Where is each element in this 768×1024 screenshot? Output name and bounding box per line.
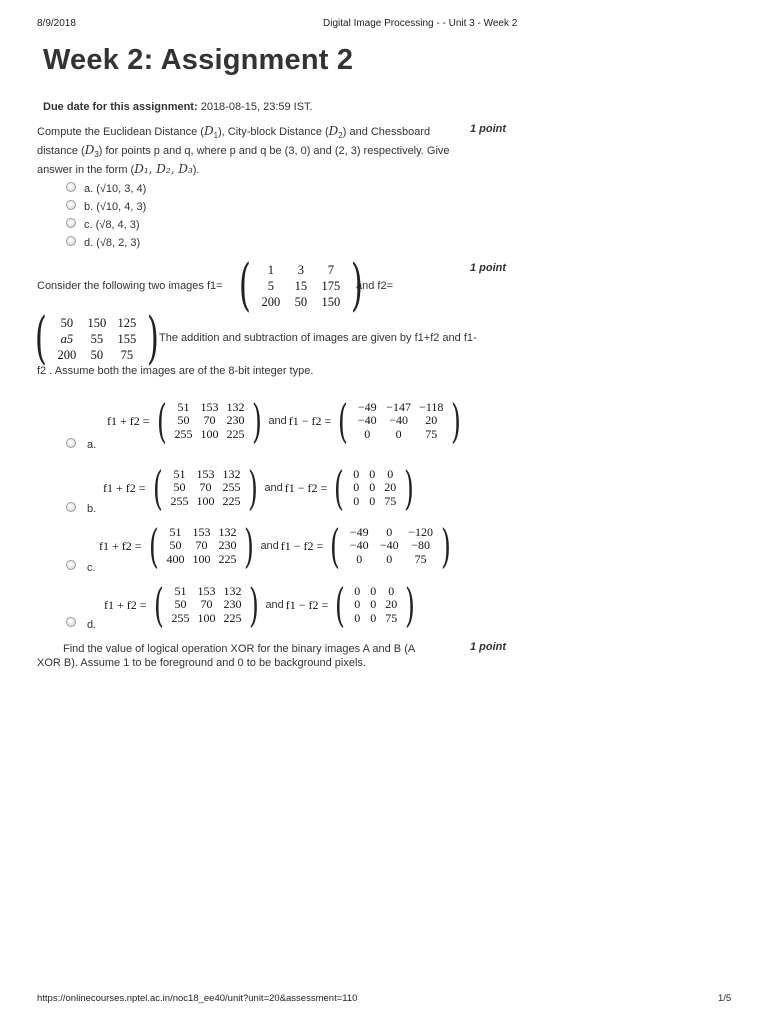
matrix-table bbox=[349, 585, 401, 626]
matrix-cell: 50 bbox=[173, 480, 186, 495]
option-label: c. bbox=[87, 562, 96, 574]
due-value: 2018-08-15, 23:59 IST. bbox=[200, 101, 313, 113]
q1-d1: D bbox=[203, 124, 214, 138]
sum-matrix bbox=[150, 578, 264, 632]
q1-text-part: ), City-block Distance ( bbox=[218, 126, 329, 138]
question-1-text bbox=[37, 124, 477, 177]
matrix-cell: 75 bbox=[385, 610, 398, 625]
due-date bbox=[43, 100, 313, 114]
matrix-cell: 0 bbox=[386, 524, 393, 539]
matrix-cell: 0 bbox=[364, 426, 371, 441]
matrix-cell: 153 bbox=[200, 399, 219, 414]
matrix-row bbox=[344, 539, 437, 553]
matrix-left-paren: ( bbox=[148, 519, 159, 573]
matrix-row bbox=[167, 612, 245, 626]
q2-option-d-equation bbox=[104, 578, 419, 632]
sum-label: f1 + f2 = bbox=[99, 538, 145, 553]
radio-button[interactable] bbox=[66, 236, 76, 246]
q3-line1: Find the value of logical operation XOR for the binary images A and B (A bbox=[63, 643, 416, 655]
matrix-f2 bbox=[30, 306, 164, 371]
matrix-cell: −118 bbox=[419, 399, 444, 414]
matrix-cell: 132 bbox=[223, 583, 242, 598]
matrix-cell: 50 bbox=[169, 538, 182, 553]
diff-matrix bbox=[326, 519, 455, 573]
matrix-cell: 51 bbox=[173, 466, 186, 481]
matrix-cell: 200 bbox=[261, 295, 281, 309]
matrix-row bbox=[344, 553, 437, 567]
matrix-row bbox=[352, 428, 447, 442]
q1-text-part: ) and Chessboard bbox=[342, 126, 431, 138]
matrix-right-paren: ) bbox=[244, 519, 255, 573]
matrix-cell: 70 bbox=[200, 597, 213, 612]
option-label: b. bbox=[87, 503, 97, 515]
matrix-cell: 0 bbox=[353, 466, 360, 481]
matrix-table bbox=[166, 468, 244, 509]
matrix-row bbox=[162, 526, 240, 540]
matrix-cell: 0 bbox=[370, 583, 377, 598]
matrix-cell: 255 bbox=[171, 610, 190, 625]
matrix-cell: 150 bbox=[321, 295, 341, 309]
page-title: Week 2: Assignment 2 bbox=[43, 44, 354, 76]
question-1 bbox=[37, 124, 477, 177]
matrix-cell: 255 bbox=[222, 480, 241, 495]
matrix-cell: 75 bbox=[384, 493, 397, 508]
matrix-right-paren: ) bbox=[248, 461, 259, 515]
matrix-row bbox=[166, 468, 244, 482]
matrix-cell: 100 bbox=[197, 610, 216, 625]
q1-text-part: ). bbox=[192, 164, 200, 177]
matrix-cell: 225 bbox=[223, 610, 242, 625]
matrix-left-paren: ( bbox=[334, 461, 345, 515]
q1-d3-sub: 3 bbox=[94, 150, 99, 160]
matrix-cell: 51 bbox=[169, 524, 182, 539]
q2-text-after: The addition and subtraction of images are given by f1+f2 and f1- bbox=[159, 332, 477, 344]
matrix-cell: 225 bbox=[222, 493, 241, 508]
matrix-right-paren: ) bbox=[350, 253, 363, 318]
matrix-cell: 200 bbox=[57, 348, 77, 362]
matrix-table bbox=[170, 401, 248, 442]
matrix-cell: 70 bbox=[195, 538, 208, 553]
matrix-cell: 7 bbox=[327, 263, 334, 277]
matrix-row bbox=[348, 481, 400, 495]
q2-points: 1 point bbox=[470, 262, 507, 274]
matrix-cell: −120 bbox=[408, 524, 434, 539]
radio-button[interactable] bbox=[66, 617, 76, 627]
matrix-row bbox=[162, 553, 240, 567]
matrix-cell: 20 bbox=[385, 597, 398, 612]
option-label: d. bbox=[87, 619, 97, 631]
matrix-row bbox=[170, 428, 248, 442]
matrix-row bbox=[52, 347, 142, 363]
diff-label: f1 − f2 = bbox=[285, 597, 332, 612]
matrix-row bbox=[344, 526, 437, 540]
matrix-row bbox=[349, 598, 401, 612]
matrix-cell: 50 bbox=[294, 295, 308, 309]
matrix-row bbox=[349, 585, 401, 599]
and-text: and bbox=[260, 540, 279, 552]
matrix-right-paren: ) bbox=[405, 578, 416, 632]
matrix-row bbox=[352, 401, 447, 415]
matrix-cell: 100 bbox=[196, 493, 215, 508]
matrix-cell: 0 bbox=[353, 480, 360, 495]
q2-text-line2: f2 . Assume both the images are of the 8-bit integer type. bbox=[37, 365, 314, 377]
print-title: Digital Image Processing - - Unit 3 - Week 2 bbox=[323, 18, 518, 29]
matrix-cell: −40 bbox=[379, 538, 399, 553]
matrix-cell: 51 bbox=[177, 399, 190, 414]
q1-d3: D bbox=[84, 143, 95, 158]
matrix-row bbox=[348, 468, 400, 482]
matrix-cell: 100 bbox=[192, 551, 211, 566]
matrix-cell: 230 bbox=[223, 597, 242, 612]
matrix-row bbox=[352, 414, 447, 428]
matrix-left-paren: ( bbox=[238, 253, 251, 318]
matrix-cell: −49 bbox=[357, 399, 377, 414]
matrix-cell: 0 bbox=[369, 493, 376, 508]
matrix-cell: 75 bbox=[425, 426, 438, 441]
matrix-cell: 255 bbox=[170, 493, 189, 508]
matrix-right-paren: ) bbox=[252, 394, 263, 448]
q2-option-b-equation bbox=[103, 461, 418, 515]
sum-label: f1 + f2 = bbox=[107, 413, 153, 428]
matrix-right-paren: ) bbox=[441, 519, 451, 573]
matrix-cell: 0 bbox=[395, 426, 402, 441]
q1-text-part: Compute the Euclidean Distance ( bbox=[37, 126, 204, 138]
matrix-cell: 0 bbox=[369, 466, 376, 481]
matrix-table bbox=[256, 262, 346, 310]
matrix-row bbox=[167, 598, 245, 612]
matrix-cell: 255 bbox=[174, 426, 193, 441]
q2-intro: Consider the following two images f1= bbox=[37, 280, 223, 292]
matrix-table bbox=[344, 526, 437, 567]
radio-button[interactable] bbox=[66, 182, 76, 192]
q1-d1-sub: 1 bbox=[213, 131, 219, 141]
matrix-cell: 20 bbox=[425, 413, 438, 428]
matrix-cell: 70 bbox=[199, 480, 212, 495]
and-text: and bbox=[264, 482, 283, 494]
matrix-cell: 153 bbox=[196, 466, 215, 481]
sum-matrix bbox=[149, 461, 263, 515]
matrix-cell: 132 bbox=[222, 466, 241, 481]
matrix-row bbox=[166, 481, 244, 495]
radio-button[interactable] bbox=[66, 200, 76, 210]
option-label: d. (√8, 2, 3) bbox=[84, 237, 141, 249]
q1-text-part: distance ( bbox=[37, 145, 85, 158]
matrix-cell: 225 bbox=[226, 426, 245, 441]
matrix-row bbox=[349, 612, 401, 626]
matrix-cell: 0 bbox=[354, 583, 361, 598]
matrix-cell: 75 bbox=[120, 348, 134, 362]
matrix-row bbox=[52, 331, 142, 347]
matrix-cell: 132 bbox=[226, 399, 245, 414]
q1-d2-sub: 2 bbox=[338, 131, 343, 141]
sum-matrix bbox=[145, 519, 259, 573]
matrix-cell: 230 bbox=[226, 413, 245, 428]
sum-matrix bbox=[153, 394, 267, 448]
diff-matrix bbox=[334, 394, 465, 448]
matrix-cell: 155 bbox=[117, 332, 137, 346]
matrix-cell: 0 bbox=[356, 551, 363, 566]
radio-button[interactable] bbox=[66, 218, 76, 228]
matrix-cell: 225 bbox=[218, 551, 237, 566]
radio-button[interactable] bbox=[66, 560, 76, 570]
matrix-row bbox=[256, 262, 346, 278]
matrix-table bbox=[352, 401, 447, 442]
matrix-cell: 400 bbox=[166, 551, 185, 566]
matrix-cell: −40 bbox=[357, 413, 377, 428]
matrix-left-paren: ( bbox=[330, 519, 341, 573]
matrix-right-paren: ) bbox=[451, 394, 462, 448]
matrix-row bbox=[52, 315, 142, 331]
matrix-cell: 20 bbox=[384, 480, 397, 495]
matrix-cell: 5 bbox=[267, 279, 274, 293]
matrix-cell: 0 bbox=[386, 551, 393, 566]
diff-label: f1 − f2 = bbox=[280, 538, 327, 553]
matrix-cell: 0 bbox=[388, 583, 395, 598]
matrix-cell: 50 bbox=[60, 316, 74, 330]
matrix-cell: 51 bbox=[174, 583, 187, 598]
matrix-cell: 0 bbox=[370, 597, 377, 612]
matrix-right-paren: ) bbox=[404, 461, 415, 515]
matrix-row bbox=[170, 401, 248, 415]
q2-and-f2: and f2= bbox=[356, 280, 394, 292]
matrix-left-paren: ( bbox=[34, 306, 47, 371]
matrix-cell: 70 bbox=[203, 413, 216, 428]
matrix-cell: 125 bbox=[117, 316, 137, 330]
matrix-left-paren: ( bbox=[152, 461, 163, 515]
q3-points: 1 point bbox=[470, 641, 507, 653]
matrix-cell: 150 bbox=[87, 316, 107, 330]
matrix-cell: 0 bbox=[353, 493, 360, 508]
question-3-text bbox=[37, 642, 467, 670]
matrix-cell: 50 bbox=[177, 413, 190, 428]
matrix-cell: 132 bbox=[218, 524, 237, 539]
matrix-left-paren: ( bbox=[156, 394, 167, 448]
matrix-cell: 1 bbox=[267, 263, 274, 277]
print-date: 8/9/2018 bbox=[37, 18, 76, 29]
diff-label: f1 − f2 = bbox=[284, 480, 331, 495]
radio-button[interactable] bbox=[66, 502, 76, 512]
matrix-left-paren: ( bbox=[153, 578, 164, 632]
sum-label: f1 + f2 = bbox=[103, 480, 149, 495]
matrix-table bbox=[162, 526, 240, 567]
matrix-cell: 50 bbox=[174, 597, 187, 612]
q1-points: 1 point bbox=[470, 123, 507, 135]
matrix-cell: 15 bbox=[294, 279, 308, 293]
matrix-row bbox=[256, 278, 346, 294]
matrix-cell: 153 bbox=[197, 583, 216, 598]
radio-button[interactable] bbox=[66, 438, 76, 448]
q3-line2: XOR B). Assume 1 to be foreground and 0 to be background pixels. bbox=[37, 657, 366, 669]
matrix-row bbox=[170, 414, 248, 428]
and-text: and bbox=[265, 599, 284, 611]
option-label: a. (√10, 3, 4) bbox=[84, 183, 147, 195]
matrix-cell: 0 bbox=[354, 597, 361, 612]
matrix-cell: 0 bbox=[370, 610, 377, 625]
and-text: and bbox=[268, 415, 287, 427]
matrix-f1 bbox=[234, 253, 368, 318]
matrix-cell: 0 bbox=[369, 480, 376, 495]
q1-text-part: ) for points p and q, where p and q be (3, 0) and (2, 3) respectively. Give bbox=[98, 145, 450, 158]
matrix-cell: −147 bbox=[386, 399, 412, 414]
matrix-right-paren: ) bbox=[249, 578, 260, 632]
matrix-row bbox=[256, 294, 346, 310]
option-label: b. (√10, 4, 3) bbox=[84, 201, 147, 213]
matrix-row bbox=[166, 495, 244, 509]
matrix-row bbox=[167, 585, 245, 599]
matrix-cell: 0 bbox=[387, 466, 394, 481]
matrix-cell: 3 bbox=[297, 263, 304, 277]
matrix-cell: −40 bbox=[389, 413, 409, 428]
due-label: Due date for this assignment: bbox=[43, 101, 198, 113]
print-url: https://onlinecourses.nptel.ac.in/noc18_ee40/unit?unit=20&assessment=110 bbox=[37, 993, 358, 1004]
q1-tuple: D₁, D₂, D₃ bbox=[134, 162, 193, 177]
matrix-cell: 55 bbox=[90, 332, 104, 346]
q2-option-a-equation bbox=[107, 394, 465, 448]
matrix-cell: −80 bbox=[411, 538, 431, 553]
q1-text-part: answer in the form ( bbox=[37, 164, 135, 177]
sum-label: f1 + f2 = bbox=[104, 597, 150, 612]
matrix-table bbox=[348, 468, 400, 509]
matrix-left-paren: ( bbox=[338, 394, 349, 448]
diff-matrix bbox=[331, 578, 419, 632]
diff-matrix bbox=[330, 461, 418, 515]
matrix-cell: 230 bbox=[218, 538, 237, 553]
matrix-table bbox=[52, 315, 142, 363]
matrix-right-paren: ) bbox=[146, 306, 159, 371]
option-label: a. bbox=[87, 439, 97, 451]
matrix-cell: 100 bbox=[200, 426, 219, 441]
page-number: 1/5 bbox=[718, 993, 732, 1004]
diff-label: f1 − f2 = bbox=[288, 413, 335, 428]
matrix-cell: 0 bbox=[354, 610, 361, 625]
q1-d2: D bbox=[328, 124, 339, 138]
matrix-cell: 175 bbox=[321, 279, 341, 293]
matrix-cell: a5 bbox=[60, 332, 74, 346]
matrix-cell: −40 bbox=[349, 538, 369, 553]
matrix-cell: 50 bbox=[90, 348, 104, 362]
matrix-row bbox=[348, 495, 400, 509]
matrix-cell: −49 bbox=[349, 524, 369, 539]
option-label: c. (√8, 4, 3) bbox=[84, 219, 140, 231]
matrix-table bbox=[167, 585, 245, 626]
matrix-left-paren: ( bbox=[335, 578, 346, 632]
matrix-cell: 75 bbox=[414, 551, 427, 566]
q2-option-c-equation bbox=[99, 519, 455, 573]
matrix-row bbox=[162, 539, 240, 553]
matrix-cell: 153 bbox=[192, 524, 211, 539]
